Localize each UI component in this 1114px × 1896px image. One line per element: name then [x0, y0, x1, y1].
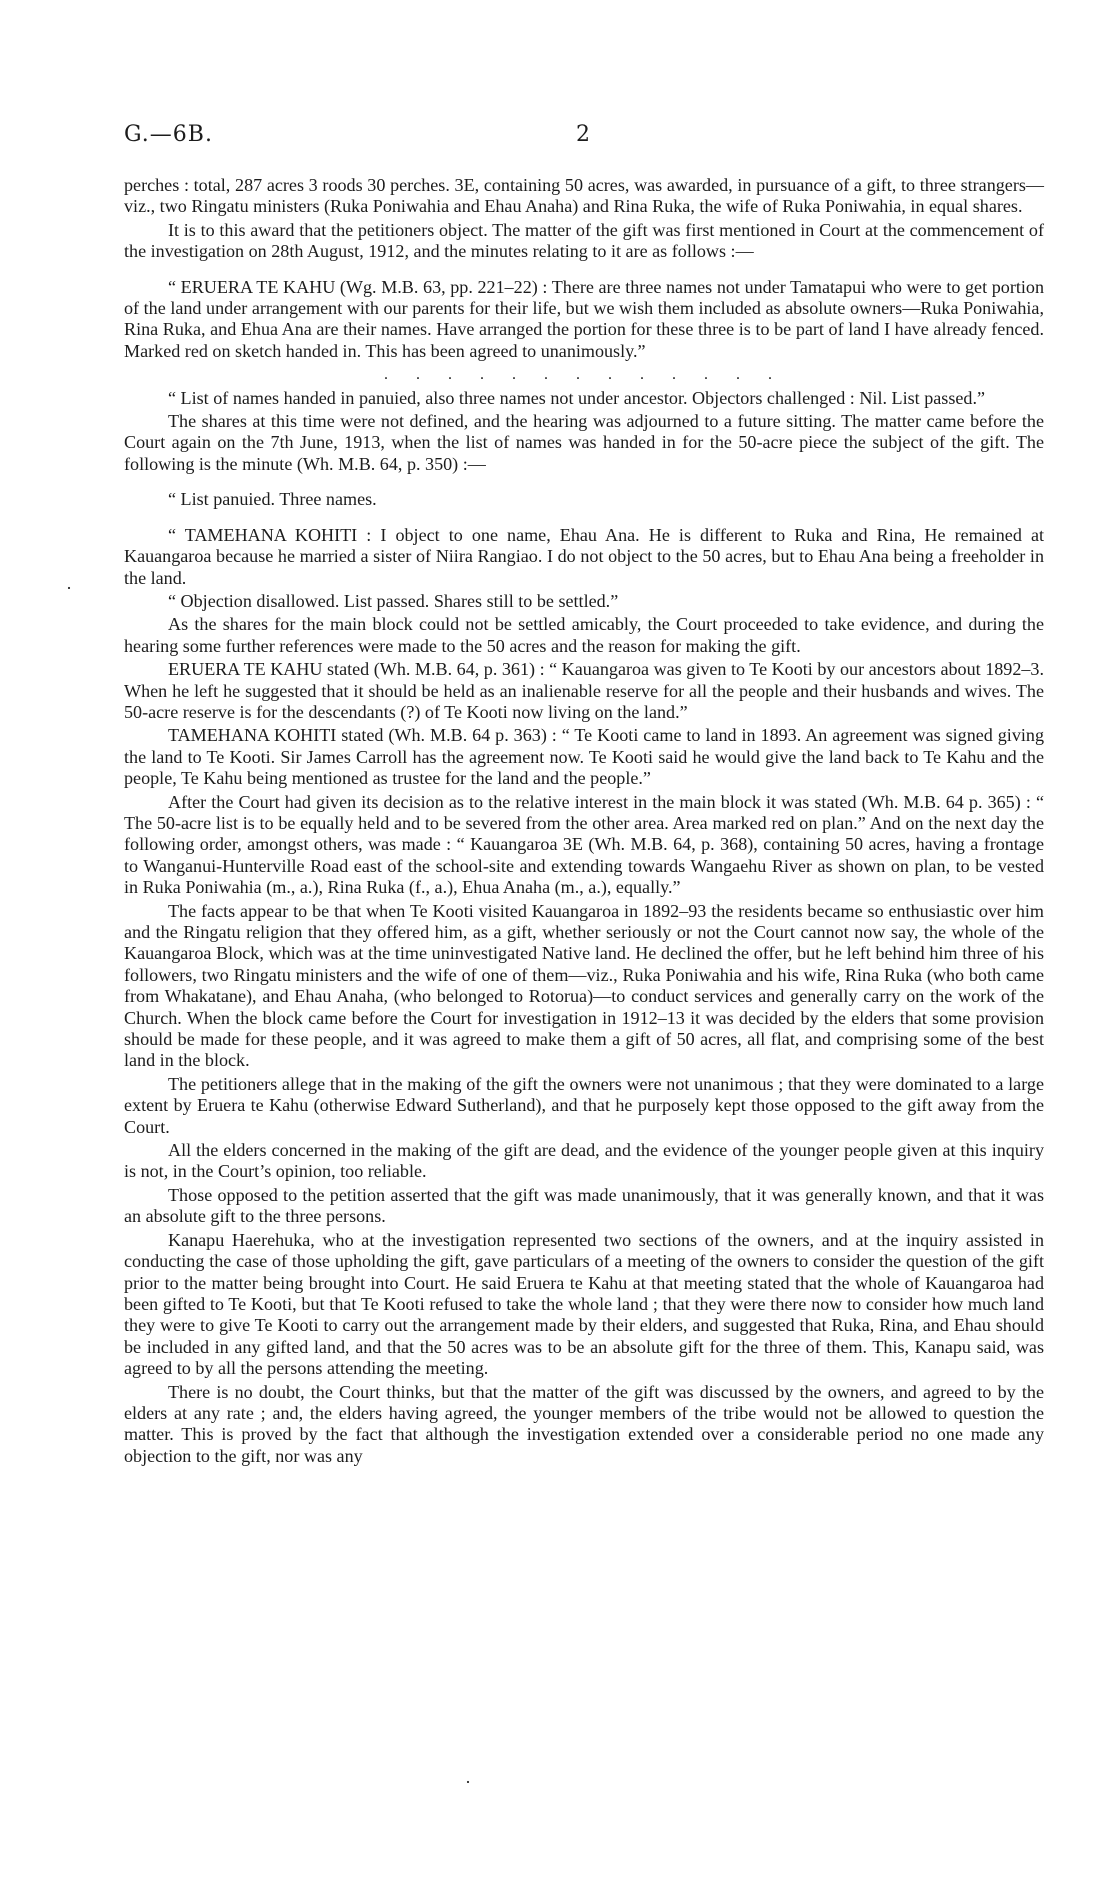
paragraph: All the elders concerned in the making of the gift are dead, and the evidence of the younger people given at this inquiry is not, in the Court’s opinion, too reliable.: [124, 1140, 1044, 1182]
paragraph: perches : total, 287 acres 3 roods 30 perches. 3E, containing 50 acres, was awarded, in pursuance of a gift, to three strangers—viz., two Ringatu ministers (Ruka Poniwahia and Ehau Anaha) and Rina Ruka, the wife of Ruka Poniwahia, in equal shares.: [124, 175, 1044, 217]
margin-dot: ·: [66, 578, 72, 598]
document-body: [124, 175, 1044, 1469]
quoted-minute: “ TAMEHANA KOHITI : I object to one name, Ehau Ana. He is different to Ruka and Rina, He remained at Kauangaroa because he married a sister of Niira Rangiao. I do not object to the 50 acres, but to Ehau Ana being a freeholder in the land.: [124, 524, 1044, 588]
quoted-minute: “ Objection disallowed. List passed. Shares still to be settled.”: [168, 590, 619, 611]
footer-dot: ·: [465, 1772, 471, 1792]
quoted-minute: “ List panuied. Three names.: [168, 489, 377, 510]
page-header: [124, 122, 1044, 152]
paragraph: The petitioners allege that in the making of the gift the owners were not unanimous ; that they were dominated to a large extent by Eruera te Kahu (otherwise Edward Sutherland), and that he purposely kept those opposed to the gift away from the Court.: [124, 1073, 1044, 1137]
paragraph: Kanapu Haerehuka, who at the investigation represented two sections of the owners, and at the inquiry assisted in conducting the case of those upholding the gift, gave particulars of a meeting of the owners to consider the question of the gift prior to the matter being brought into Court. He said Eruera te Kahu at that meeting stated that the whole of Kauangaroa had been gifted to Te Kooti, but that Te Kooti refused to take the whole land ; that they were there now to consider how much land they were to give Te Kooti to carry out the arrangement made by their elders, and suggested that Ruka, Rina, and Ehau should be included in any gifted land, and that the 50 acres was to be an absolute gift for the three of them. This, Kanapu said, was agreed to by all the persons attending the meeting.: [124, 1229, 1044, 1379]
paragraph: TAMEHANA KOHITI stated (Wh. M.B. 64 p. 363) : “ Te Kooti came to land in 1893. An agreement was signed giving the land to Te Kooti. Sir James Carroll has the agreement now. Te Kooti said he would give the land back to Te Kahu and the people, Te Kahu being mentioned as trustee for the land and the people.”: [124, 725, 1044, 789]
ellipsis-divider: . . . . . . . . . . . . .: [384, 366, 784, 384]
quoted-minute: “ List of names handed in panuied, also three names not under ancestor. Objectors challenged : Nil. List passed.”: [168, 387, 985, 408]
paragraph: The facts appear to be that when Te Kooti visited Kauangaroa in 1892–93 the residents became so enthusiastic over him and the Ringatu religion that they offered him, as a gift, whether seriously or not the Court cannot now say, the whole of the Kauangaroa Block, which was at the time uninvestigated Native land. He declined the offer, but he left behind him three of his followers, two Ringatu ministers and the wife of one of them—viz., Ruka Poniwahia and his wife, Rina Ruka (who both came from Whakatane), and Ehau Anaha, (who belonged to Rotorua)—to conduct services and generally carry on the work of the Church. When the block came before the Court for investigation in 1912–13 it was decided by the elders that some provision should be made for these people, and it was agreed to make them a gift of 50 acres, all flat, and comprising some of the best land in the block.: [124, 900, 1044, 1071]
paragraph: After the Court had given its decision as to the relative interest in the main block it was stated (Wh. M.B. 64 p. 365) : “ The 50-acre list is to be equally held and to be severed from the other area. Area marked red on plan.” And on the next day the following order, amongst others, was made : “ Kauangaroa 3E (Wh. M.B. 64, p. 368), containing 50 acres, having a frontage to Wanganui-Hunterville Road east of the school-site and extending towards Wangaehu River as shown on plan, to be vested in Ruka Poniwahia (m., a.), Rina Ruka (f., a.), Ehua Anaha (m., a.), equally.”: [124, 791, 1044, 898]
paragraph: It is to this award that the petitioners object. The matter of the gift was first mentioned in Court at the commencement of the investigation on 28th August, 1912, and the minutes relating to it are as follows :—: [124, 219, 1044, 262]
document-reference: G.—6B.: [124, 122, 213, 147]
paragraph: As the shares for the main block could not be settled amicably, the Court proceeded to take evidence, and during the hearing some further references were made to the 50 acres and the reason for making the gift.: [124, 614, 1044, 656]
quoted-minute: “ ERUERA TE KAHU (Wg. M.B. 63, pp. 221–22) : There are three names not under Tamatapui who were to get portion of the land under arrangement with our parents for their life, but we wish them included as absolute owners—Ruka Poniwahia, Rina Ruka, and Ehua Ana are their names. Have arranged the portion for these three is to be part of land I have already fenced. Marked red on sketch handed in. This has been agreed to unanimously.”: [124, 276, 1044, 361]
page-number: 2: [576, 122, 590, 147]
paragraph: Those opposed to the petition asserted that the gift was made unanimously, that it was generally known, and that it was an absolute gift to the three persons.: [124, 1184, 1044, 1227]
paragraph: The shares at this time were not defined, and the hearing was adjourned to a future sitting. The matter came before the Court again on the 7th June, 1913, when the list of names was handed in for the 50-acre piece the subject of the gift. The following is the minute (Wh. M.B. 64, p. 350) :—: [124, 411, 1044, 474]
paragraph: ERUERA TE KAHU stated (Wh. M.B. 64, p. 361) : “ Kauangaroa was given to Te Kooti by our ancestors about 1892–3. When he left he suggested that it should be held as an inalienable reserve for all the people and their husbands and wives. The 50-acre reserve is for the descendants (?) of Te Kooti now living on the land.”: [124, 659, 1044, 722]
paragraph: There is no doubt, the Court thinks, but that the matter of the gift was discussed by the owners, and agreed to by the elders at any rate ; and, the elders having agreed, the younger members of the tribe would not be allowed to question the matter. This is proved by the fact that although the investigation extended over a considerable period no one made any objection to the gift, nor was any: [124, 1381, 1044, 1466]
